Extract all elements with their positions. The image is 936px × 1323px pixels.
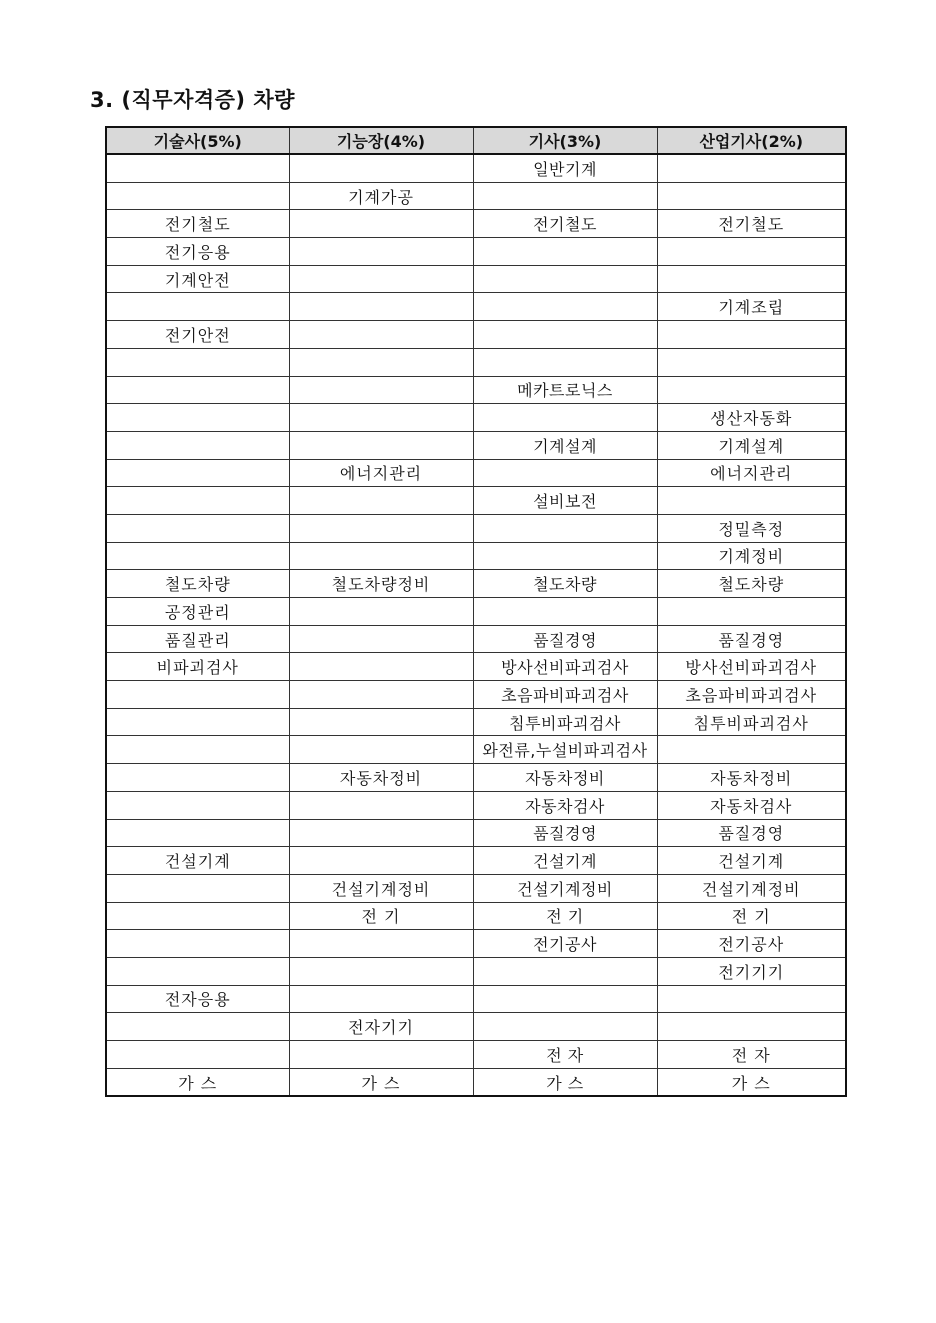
- table-cell: [106, 431, 289, 459]
- table-cell: [657, 985, 846, 1013]
- table-cell: [106, 293, 289, 321]
- table-row: [106, 653, 846, 681]
- table-cell: [106, 874, 289, 902]
- table-cell: [106, 404, 289, 432]
- table-cell: [106, 819, 289, 847]
- table-cell: [289, 265, 473, 293]
- table-cell: [106, 764, 289, 792]
- page-title: 3. (직무자격증) 차량: [90, 88, 295, 112]
- table-row: [106, 154, 846, 182]
- table-cell: [106, 182, 289, 210]
- table-cell: [106, 1041, 289, 1069]
- table-cell: 자동차정비: [289, 764, 473, 792]
- table-cell: [289, 819, 473, 847]
- table-cell: [289, 431, 473, 459]
- table-cell: [289, 514, 473, 542]
- table-cell: 와전류,누설비파괴검사: [473, 736, 657, 764]
- table-cell: [289, 653, 473, 681]
- table-row: [106, 1068, 846, 1096]
- table-cell: 철도차량정비: [289, 570, 473, 598]
- table-cell: 건설기계정비: [289, 874, 473, 902]
- table-cell: [289, 736, 473, 764]
- table-row: [106, 431, 846, 459]
- table-row: [106, 736, 846, 764]
- table-cell: 기계안전: [106, 265, 289, 293]
- table-cell: [106, 487, 289, 515]
- table-cell: 침투비파괴검사: [657, 708, 846, 736]
- table-row: [106, 764, 846, 792]
- table-cell: 전기철도: [106, 210, 289, 238]
- table-row: [106, 957, 846, 985]
- table-cell: 가 스: [657, 1068, 846, 1096]
- table-cell: 가 스: [106, 1068, 289, 1096]
- table-cell: 전기기기: [657, 957, 846, 985]
- table-cell: [289, 321, 473, 349]
- table-body: [106, 154, 846, 1096]
- header-row: [106, 127, 846, 154]
- table-cell: 품질관리: [106, 625, 289, 653]
- table-row: [106, 293, 846, 321]
- table-cell: 전 기: [473, 902, 657, 930]
- table-cell: [289, 404, 473, 432]
- table-cell: 자동차정비: [473, 764, 657, 792]
- table-cell: [473, 542, 657, 570]
- table-cell: 기계조립: [657, 293, 846, 321]
- table-cell: [289, 625, 473, 653]
- table-cell: [473, 957, 657, 985]
- table-cell: 가 스: [473, 1068, 657, 1096]
- table-cell: [289, 598, 473, 626]
- table-cell: 건설기계정비: [473, 874, 657, 902]
- table-cell: 초음파비파괴검사: [657, 681, 846, 709]
- table-cell: 전기안전: [106, 321, 289, 349]
- table-row: [106, 210, 846, 238]
- header-cell: 산업기사(2%): [657, 127, 846, 154]
- table-row: [106, 985, 846, 1013]
- table-cell: 기계설계: [473, 431, 657, 459]
- table-cell: 방사선비파괴검사: [657, 653, 846, 681]
- table-cell: [106, 154, 289, 182]
- table-cell: 기계정비: [657, 542, 846, 570]
- table-cell: 품질경영: [657, 625, 846, 653]
- table-row: [106, 514, 846, 542]
- table-cell: [289, 847, 473, 875]
- table-cell: [106, 681, 289, 709]
- table-cell: 기계가공: [289, 182, 473, 210]
- table-cell: 자동차정비: [657, 764, 846, 792]
- table-cell: [657, 238, 846, 266]
- table-row: [106, 847, 846, 875]
- table-cell: 철도차량: [106, 570, 289, 598]
- qualification-table: [105, 126, 847, 1097]
- table-cell: [106, 348, 289, 376]
- table-cell: [289, 542, 473, 570]
- table-row: [106, 487, 846, 515]
- table-cell: 전 기: [289, 902, 473, 930]
- table-cell: 전 기: [657, 902, 846, 930]
- table-cell: [473, 238, 657, 266]
- table-cell: [473, 321, 657, 349]
- table-row: [106, 348, 846, 376]
- table-cell: [657, 487, 846, 515]
- table-cell: 건설기계: [473, 847, 657, 875]
- table-cell: [289, 681, 473, 709]
- table-cell: [106, 902, 289, 930]
- table-cell: [106, 376, 289, 404]
- table-cell: [106, 736, 289, 764]
- table-cell: 건설기계: [106, 847, 289, 875]
- table-cell: 메카트로닉스: [473, 376, 657, 404]
- table-cell: 자동차검사: [657, 791, 846, 819]
- table-cell: [473, 182, 657, 210]
- table-cell: [289, 348, 473, 376]
- table-cell: [106, 1013, 289, 1041]
- table-cell: 정밀측정: [657, 514, 846, 542]
- table-cell: [106, 459, 289, 487]
- table-cell: [106, 708, 289, 736]
- table-cell: [657, 348, 846, 376]
- table-cell: [473, 1013, 657, 1041]
- table-cell: 방사선비파괴검사: [473, 653, 657, 681]
- table-cell: [473, 265, 657, 293]
- table-cell: [289, 487, 473, 515]
- table-row: [106, 376, 846, 404]
- table-row: [106, 182, 846, 210]
- table-cell: [289, 210, 473, 238]
- table-cell: 철도차량: [473, 570, 657, 598]
- table-cell: [473, 293, 657, 321]
- table-cell: [473, 598, 657, 626]
- table-cell: [289, 1041, 473, 1069]
- table-cell: 전 자: [657, 1041, 846, 1069]
- table-row: [106, 791, 846, 819]
- table-cell: [106, 957, 289, 985]
- table-cell: [289, 376, 473, 404]
- table-cell: [289, 293, 473, 321]
- table-cell: [289, 708, 473, 736]
- table-cell: [289, 238, 473, 266]
- table-cell: 생산자동화: [657, 404, 846, 432]
- table-cell: [657, 321, 846, 349]
- table-cell: 전기철도: [473, 210, 657, 238]
- table-row: [106, 874, 846, 902]
- table-cell: [289, 930, 473, 958]
- table-cell: [289, 791, 473, 819]
- table-cell: 일반기계: [473, 154, 657, 182]
- table-row: [106, 681, 846, 709]
- table-cell: [657, 736, 846, 764]
- table-cell: [473, 348, 657, 376]
- table-cell: [657, 376, 846, 404]
- table-row: [106, 598, 846, 626]
- table-row: [106, 625, 846, 653]
- table-cell: 전 자: [473, 1041, 657, 1069]
- table-cell: 침투비파괴검사: [473, 708, 657, 736]
- table-cell: 에너지관리: [657, 459, 846, 487]
- table-cell: [289, 154, 473, 182]
- table-cell: 공정관리: [106, 598, 289, 626]
- table-cell: [106, 930, 289, 958]
- table-row: [106, 819, 846, 847]
- table-row: [106, 404, 846, 432]
- table-cell: 품질경영: [473, 819, 657, 847]
- table-row: [106, 542, 846, 570]
- table-cell: 자동차검사: [473, 791, 657, 819]
- table-cell: 전기응용: [106, 238, 289, 266]
- table-cell: 품질경영: [473, 625, 657, 653]
- table-cell: [473, 404, 657, 432]
- table-cell: 전기공사: [473, 930, 657, 958]
- table-cell: [657, 1013, 846, 1041]
- header-cell: 기술사(5%): [106, 127, 289, 154]
- table-cell: 전기철도: [657, 210, 846, 238]
- table-cell: [657, 598, 846, 626]
- table-cell: 품질경영: [657, 819, 846, 847]
- table-cell: 에너지관리: [289, 459, 473, 487]
- table-cell: [657, 154, 846, 182]
- header-cell: 기능장(4%): [289, 127, 473, 154]
- table-cell: [106, 542, 289, 570]
- table-cell: 전자응용: [106, 985, 289, 1013]
- table-row: [106, 1041, 846, 1069]
- table-cell: [657, 182, 846, 210]
- table-cell: [289, 985, 473, 1013]
- table-cell: [106, 514, 289, 542]
- table-cell: [473, 514, 657, 542]
- table-cell: [289, 957, 473, 985]
- table-cell: 건설기계: [657, 847, 846, 875]
- table-cell: [473, 459, 657, 487]
- table-cell: 초음파비파괴검사: [473, 681, 657, 709]
- table-cell: 가 스: [289, 1068, 473, 1096]
- table-cell: [657, 265, 846, 293]
- table-row: [106, 930, 846, 958]
- table-cell: 전기공사: [657, 930, 846, 958]
- table-row: [106, 570, 846, 598]
- table-cell: [106, 791, 289, 819]
- table-cell: 철도차량: [657, 570, 846, 598]
- table-row: [106, 238, 846, 266]
- table-row: [106, 459, 846, 487]
- table-cell: 기계설계: [657, 431, 846, 459]
- table-row: [106, 708, 846, 736]
- header-cell: 기사(3%): [473, 127, 657, 154]
- table-row: [106, 321, 846, 349]
- table-row: [106, 1013, 846, 1041]
- table-cell: 건설기계정비: [657, 874, 846, 902]
- table-cell: [473, 985, 657, 1013]
- table-cell: 전자기기: [289, 1013, 473, 1041]
- table-cell: 비파괴검사: [106, 653, 289, 681]
- table-row: [106, 265, 846, 293]
- table-cell: 설비보전: [473, 487, 657, 515]
- table-row: [106, 902, 846, 930]
